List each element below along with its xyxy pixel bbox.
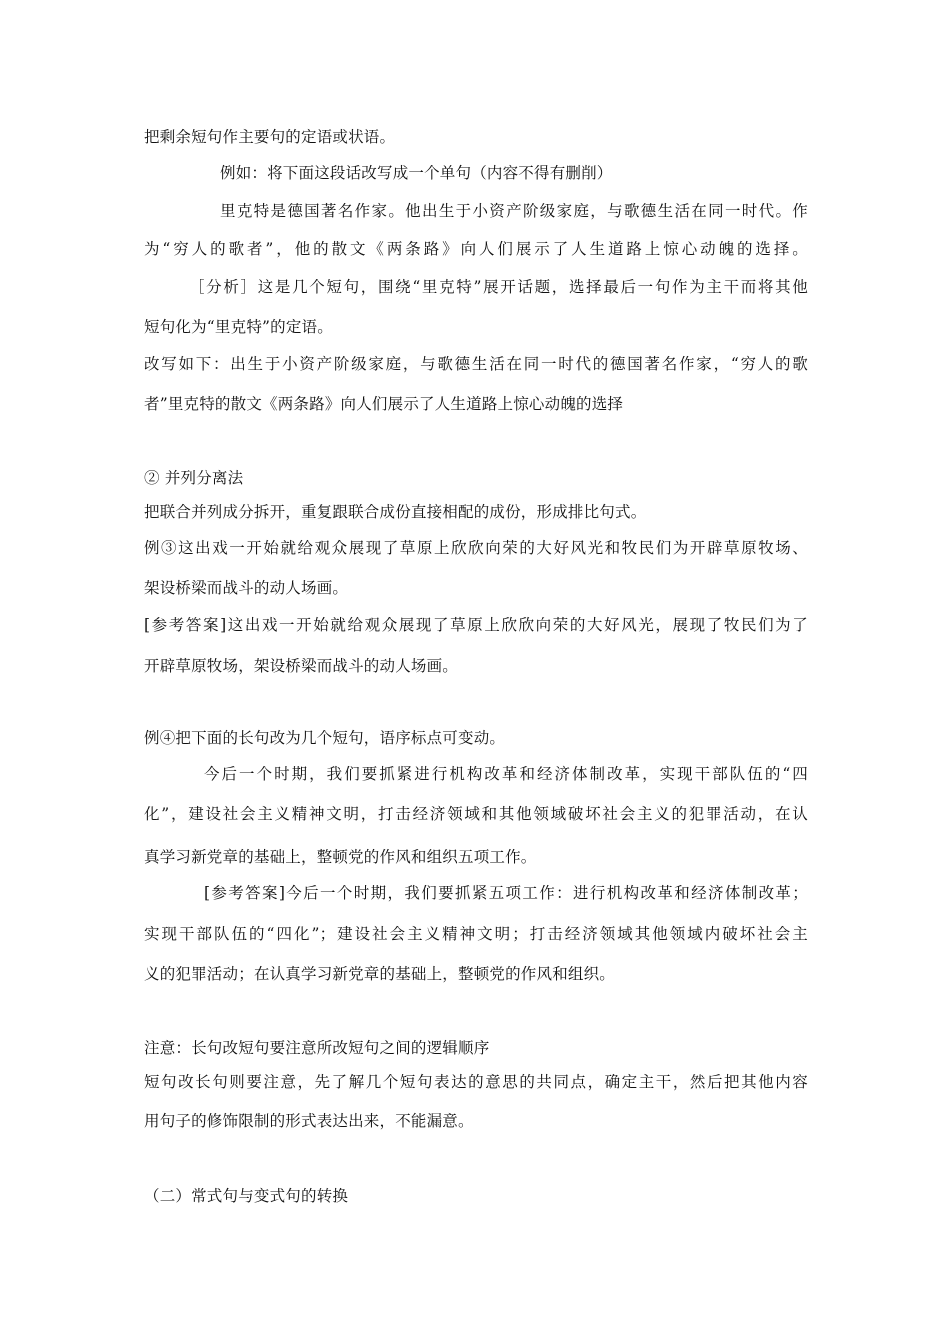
example-line: 例③这出戏一开始就给观众展现了草原上欣欣向荣的大好风光和牧民们为开辟草原牧场、 — [144, 539, 808, 557]
example-instruction: 例如：将下面这段话改写成一个单句（内容不得有删削） — [220, 164, 613, 182]
text-line: 把剩余短句作主要句的定语或状语。 — [144, 128, 396, 146]
section-heading: ② 并列分离法 — [144, 469, 244, 487]
note-line: 用句子的修饰限制的形式表达出来，不能漏意。 — [144, 1112, 474, 1130]
reference-answer-line: 义的犯罪活动；在认真学习新党章的基础上，整顿党的作风和组织。 — [144, 965, 616, 983]
example-line: 例④把下面的长句改为几个短句，语序标点可变动。 — [144, 729, 506, 747]
note-line: 注意：长句改短句要注意所改短句之间的逻辑顺序 — [144, 1039, 490, 1057]
analysis-line: 短句化为“里克特”的定语。 — [144, 318, 333, 336]
example-paragraph-line: 里克特是德国著名作家。他出生于小资产阶级家庭，与歌德生活在同一时代。作 — [220, 202, 808, 220]
example-paragraph-line: 化”，建设社会主义精神文明，打击经济领域和其他领域破坏社会主义的犯罪活动，在认 — [144, 805, 808, 823]
example-line: 架设桥梁而战斗的动人场画。 — [144, 579, 349, 597]
rewrite-line: 改写如下：出生于小资产阶级家庭，与歌德生活在同一时代的德国著名作家，“穷人的歌 — [144, 355, 808, 373]
example-paragraph-line: 今后一个时期，我们要抓紧进行机构改革和经济体制改革，实现干部队伍的“四 — [204, 765, 808, 783]
reference-answer-line: 实现干部队伍的“四化”；建设社会主义精神文明；打击经济领域其他领域内破坏社会主 — [144, 925, 808, 943]
reference-answer-line: [参考答案]今后一个时期，我们要抓紧五项工作：进行机构改革和经济体制改革； — [204, 884, 808, 902]
rewrite-line: 者”里克特的散文《两条路》向人们展示了人生道路上惊心动魄的选择 — [144, 395, 624, 413]
example-paragraph-line: 为“穷人的歌者”，他的散文《两条路》向人们展示了人生道路上惊心动魄的选择。 — [144, 240, 808, 258]
example-paragraph-line: 真学习新党章的基础上，整顿党的作风和组织五项工作。 — [144, 848, 537, 866]
section-heading: （二）常式句与变式句的转换 — [144, 1187, 349, 1205]
analysis-line: ［分析］这是几个短句，围绕“里克特”展开话题，选择最后一句作为主干而将其他 — [189, 278, 808, 296]
reference-answer-line: [参考答案]这出戏一开始就给观众展现了草原上欣欣向荣的大好风光，展现了牧民们为了 — [144, 616, 808, 634]
text-line: 把联合并列成分拆开，重复跟联合成份直接相配的成份，形成排比句式。 — [144, 503, 647, 521]
reference-answer-line: 开辟草原牧场，架设桥梁而战斗的动人场画。 — [144, 657, 459, 675]
note-line: 短句改长句则要注意，先了解几个短句表达的意思的共同点，确定主干，然后把其他内容 — [144, 1073, 808, 1091]
